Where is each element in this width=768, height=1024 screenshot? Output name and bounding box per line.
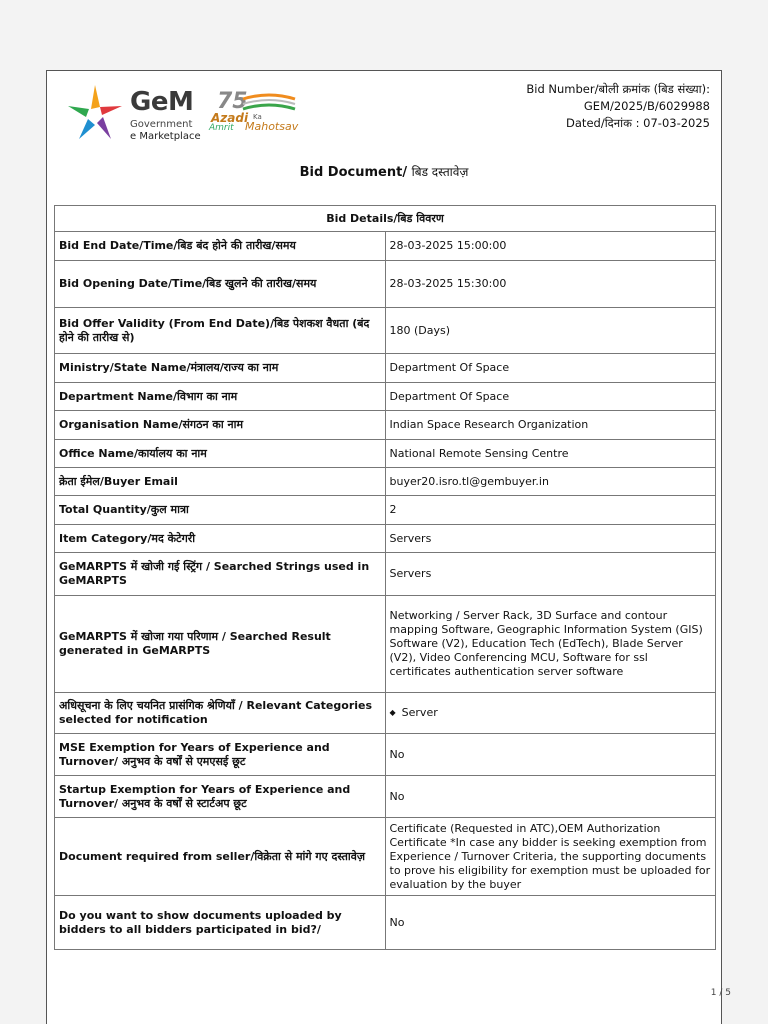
bid-info	[526, 81, 710, 132]
dated-value: 07-03-2025	[643, 116, 710, 130]
row-value: 2	[385, 496, 716, 525]
gem-logo	[64, 81, 214, 141]
row-value: 28-03-2025 15:30:00	[385, 261, 716, 308]
azadi-ka-text: Ka	[253, 113, 262, 121]
row-value: Servers	[385, 553, 716, 596]
document-page	[46, 70, 722, 1024]
row-value: 180 (Days)	[385, 308, 716, 354]
table-row	[55, 496, 716, 525]
row-key: क्रेता ईमेल/Buyer Email	[55, 468, 386, 496]
bid-details-heading: Bid Details/बिड विवरण	[55, 206, 716, 232]
row-value: Indian Space Research Organization	[385, 411, 716, 440]
row-value: Department Of Space	[385, 383, 716, 411]
row-value: No	[385, 776, 716, 818]
gem-logo-subtitle: Government	[130, 119, 193, 130]
bid-details-table	[54, 205, 716, 950]
row-value: No	[385, 734, 716, 776]
table-row	[55, 261, 716, 308]
table-row	[55, 693, 716, 734]
row-value: Networking / Server Rack, 3D Surface and contour mapping Software, Geographic Information System (GIS) Software (V2), Education Tech (EdTech), Blade Server (V2), Video Conferencing MCU, Software for ssl certificates authentication server software	[385, 596, 716, 693]
table-row	[55, 308, 716, 354]
table-row	[55, 468, 716, 496]
azadi-text: Azadi	[211, 111, 249, 125]
document-title	[47, 163, 721, 180]
table-row	[55, 818, 716, 896]
row-key: Bid End Date/Time/बिड बंद होने की तारीख/समय	[55, 232, 386, 261]
bid-number-value: GEM/2025/B/6029988	[583, 99, 710, 113]
azadi-ka-amrit-mahotsav-logo	[209, 89, 299, 135]
table-row	[55, 596, 716, 693]
amrit-text: Amrit	[209, 123, 234, 133]
row-value: National Remote Sensing Centre	[385, 440, 716, 468]
row-key: Document required from seller/विक्रेता से मांगे गए दस्तावेज़	[55, 818, 386, 896]
row-value: Servers	[385, 525, 716, 553]
bid-dated	[526, 115, 710, 132]
dated-label: Dated/दिनांक :	[566, 116, 640, 130]
row-value: Department Of Space	[385, 354, 716, 383]
table-row	[55, 776, 716, 818]
table-row	[55, 411, 716, 440]
table-row	[55, 383, 716, 411]
row-value: Certificate (Requested in ATC),OEM Authorization Certificate *In case any bidder is seeking exemption from Experience / Turnover Criteria, the supporting documents to prove his eligibility for exemption must be uploaded for evaluation by the buyer	[385, 818, 716, 896]
row-key: Bid Opening Date/Time/बिड खुलने की तारीख/समय	[55, 261, 386, 308]
mahotsav-text: Mahotsav	[245, 120, 299, 133]
gem-logo-subtitle-2: e Marketplace	[130, 131, 201, 142]
table-row	[55, 896, 716, 950]
table-row	[55, 354, 716, 383]
category-bullet: ◆ Server	[390, 706, 438, 719]
page-number: 1 / 5	[710, 988, 731, 998]
row-value	[385, 693, 716, 734]
row-key: Do you want to show documents uploaded by bidders to all bidders participated in bid?/	[55, 896, 386, 950]
row-value: 28-03-2025 15:00:00	[385, 232, 716, 261]
bid-number-label: Bid Number/बोली क्रमांक (बिड संख्या):	[526, 82, 710, 96]
table-row	[55, 553, 716, 596]
table-row	[55, 440, 716, 468]
gem-logo-title: GeM	[130, 87, 194, 117]
row-key: GeMARPTS में खोजा गया परिणाम / Searched Result generated in GeMARPTS	[55, 596, 386, 693]
row-key: Bid Offer Validity (From End Date)/बिड पेशकश वैधता (बंद होने की तारीख से)	[55, 308, 386, 354]
azadi-75: 75	[217, 89, 248, 114]
row-key: Office Name/कार्यालय का नाम	[55, 440, 386, 468]
row-value: No	[385, 896, 716, 950]
row-key: GeMARPTS में खोजी गई स्ट्रिंग / Searched Strings used in GeMARPTS	[55, 553, 386, 596]
document-title-en: Bid Document/	[299, 165, 408, 180]
row-key: Department Name/विभाग का नाम	[55, 383, 386, 411]
gem-star-icon	[64, 81, 126, 143]
row-key: Ministry/State Name/मंत्रालय/राज्य का नाम	[55, 354, 386, 383]
table-row	[55, 525, 716, 553]
row-key: Total Quantity/कुल मात्रा	[55, 496, 386, 525]
row-key: MSE Exemption for Years of Experience and Turnover/ अनुभव के वर्षों से एमएसई छूट	[55, 734, 386, 776]
row-value: buyer20.isro.tl@gembuyer.in	[385, 468, 716, 496]
row-key: Organisation Name/संगठन का नाम	[55, 411, 386, 440]
table-row	[55, 232, 716, 261]
flag-swoosh-icon	[241, 93, 297, 111]
document-title-hi: बिड दस्तावेज़	[411, 165, 469, 179]
row-key: Item Category/मद केटेगरी	[55, 525, 386, 553]
row-key: अधिसूचना के लिए चयनित प्रासंगिक श्रेणियाँ / Relevant Categories selected for notification	[55, 693, 386, 734]
table-row	[55, 734, 716, 776]
row-key: Startup Exemption for Years of Experience and Turnover/ अनुभव के वर्षों से स्टार्टअप छूट	[55, 776, 386, 818]
